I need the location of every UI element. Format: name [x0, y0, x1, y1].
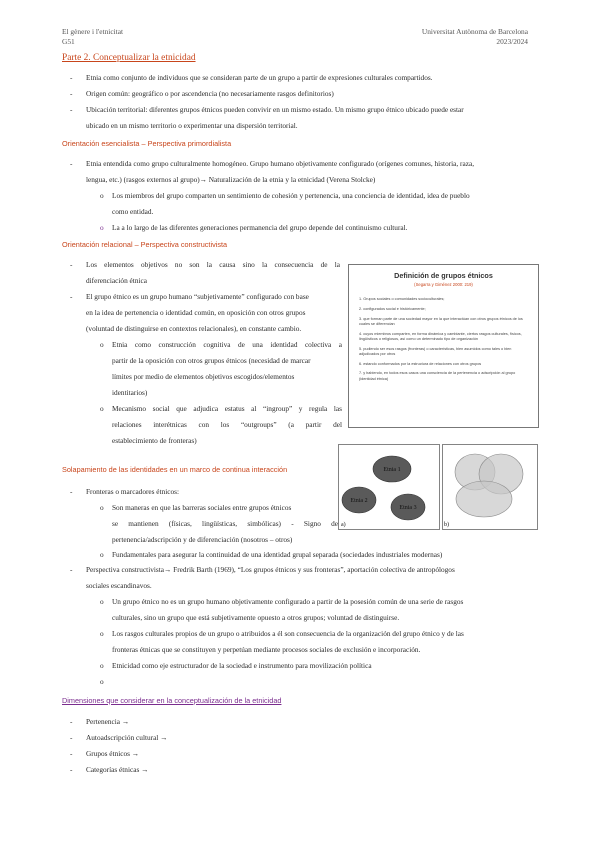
- sub-list-item: o Los rasgos culturales propios de un grupo o atribuidos a él son consecuencia de la organización del grupo étnico y de las: [100, 629, 464, 638]
- figure-definition-item: 2. configurados social e históricamente;: [359, 306, 426, 311]
- page-title: Parte 2. Conceptualizar la etnicidad: [62, 53, 196, 63]
- list-item-continued: ubicado en un mismo territorio o experimentar una dispersión territorial.: [86, 121, 298, 130]
- sub-list-item: o Fundamentales para asegurar la continuidad de una identidad grupal separada (sociedades industriales modernas): [100, 550, 443, 559]
- figure-subtitle: (Segarra y Giménez 2000: 219): [414, 282, 473, 287]
- sub-list-item: o Un grupo étnico no es un grupo humano objetivamente configurado a partir de la posesión común de una serie de rasgos: [100, 597, 464, 606]
- section-heading-dimensiones: Dimensiones que considerar en la conceptualización de la etnicidad: [62, 696, 282, 705]
- course-group: G51: [62, 37, 75, 46]
- venn-circle-3: [456, 481, 512, 517]
- sub-list-item-continued: se mantienen (físicas, lingüísticas, simbólicas) - Signo de: [112, 519, 338, 528]
- sub-list-item: o Etnicidad como eje estructurador de la sociedad e instrumento para movilización política: [100, 661, 372, 670]
- section-heading-relacional: Orientación relacional – Perspectiva constructivista: [62, 240, 228, 249]
- panel-a-label: a): [341, 522, 346, 528]
- figure-definition-item: 7. y habiendo, en todos esos casos una consciencia de la pertenencia o adscripción al grupo (identidad étnica): [359, 371, 516, 381]
- sub-list-item-continued: relaciones interétnicas con los “outgroups” (a partir del: [112, 420, 342, 429]
- sub-list-item-continued: límites por medio de elementos objetivos escogidos/elementos: [112, 372, 295, 381]
- figure-definition-item: 5. pudiendo ser esos rasgos (fronteras) o características, bien asumidos como tales o bien adjudicados por otros: [359, 346, 512, 356]
- course-name: El gènere i l'etnicitat: [62, 27, 124, 36]
- figure-definicion-grupos-etnicos: [348, 264, 539, 428]
- list-item-continued: diferenciación étnica: [86, 276, 147, 285]
- ethnic-group-2-label: Etnia 2: [350, 498, 368, 504]
- list-item: - Los elementos objetivos no son la causa sino la consecuencia de la: [70, 260, 340, 269]
- list-item-continued: sociales escandinavos.: [86, 581, 152, 590]
- ethnic-group-3-label: Etnia 3: [399, 505, 417, 511]
- sub-list-item-continued: como entidad.: [112, 207, 154, 216]
- list-item-continued: lengua, etc.) (rasgos externos al grupo)→ Naturalización de la etnia y la etnicidad (Verena Stolcke): [86, 175, 376, 184]
- list-item-continued: en la idea de pertenencia o identidad común, en oposición con otros grupos: [86, 308, 306, 317]
- list-item: - Ubicación territorial: diferentes grupos étnicos pueden convivir en un mismo estado. Un mismo grupo étnico ubicado puede estar: [70, 105, 464, 114]
- list-item: - Origen común: geográfico o por ascendencia (no necesariamente rasgos definitorios): [70, 89, 334, 98]
- sub-list-item-continued: fronteras étnicas que se constituyen y perpetúan mediante procesos sociales de exclusión e incorporación.: [112, 645, 421, 654]
- sub-list-item: o Son maneras en que las barreras sociales entre grupos étnicos: [100, 503, 292, 512]
- header-right: [422, 27, 528, 47]
- list-item: - Autoadscripción cultural →: [70, 733, 168, 742]
- list-item: - Grupos étnicos →: [70, 749, 140, 758]
- sub-list-item-continued: partir de la oposición con otros grupos étnicos (necesidad de marcar: [112, 356, 311, 365]
- figure-definition-list: [359, 297, 538, 386]
- university-name: Universitat Autònoma de Barcelona: [421, 27, 528, 36]
- list-item: - El grupo étnico es un grupo humano “subjetivamente” configurado con base: [70, 292, 309, 301]
- section-heading-solapamiento: Solapamiento de las identidades en un marco de continua interacción: [62, 465, 288, 474]
- academic-year: 2023/2024: [496, 37, 528, 46]
- figure-definition-item: 1. Grupos sociales o comunidades socioculturales;: [359, 297, 445, 301]
- sub-list-item: o Etnia como construcción cognitiva de una identidad colectiva a: [100, 340, 342, 349]
- header-left: [62, 27, 123, 47]
- figure-etnias-diagram: [338, 444, 538, 530]
- sub-list-item: o La a lo largo de las diferentes generaciones permanencia del grupo depende del continuismo cultural.: [100, 223, 408, 232]
- figure-definition-item: 6. estando conformados por la estructura de relaciones con otros grupos: [359, 361, 482, 366]
- sub-list-item: o Los miembros del grupo comparten un sentimiento de cohesión y pertenencia, una conciencia de identidad, idea de pueblo: [100, 191, 470, 200]
- sub-list-item-continued: establecimiento de fronteras): [112, 436, 197, 445]
- sub-list-item-continued: culturales, sino un grupo que está subjetivamente opuesto a otros grupos; voluntad de distinguirse.: [112, 613, 400, 622]
- list-item: - Categorías étnicas →: [70, 765, 149, 774]
- sub-list-item: o Mecanismo social que adjudica estatus al “ingroup” y regula las: [100, 404, 342, 413]
- list-item-continued: (voluntad de distinguirse en contextos relacionales), en constante cambio.: [86, 324, 302, 333]
- sub-list-item-continued: pertenencia/adscripción y de diferenciación (nosotros – otros): [112, 535, 293, 544]
- list-item: - Perspectiva constructivista→ Fredrik Barth (1969), “Los grupos étnicos y sus fronteras”, aportación colectiva de antropólogos: [70, 565, 455, 574]
- figure-title: Definición de grupos étnicos: [394, 271, 493, 280]
- ethnic-group-1-label: Etnia 1: [383, 467, 401, 473]
- figure-definition-item: 4. cuyos miembros comparten, en forma dinámica y cambiante, ciertos rasgos culturales, físicos, lingüísticos o religiosos, así como un determinado tipo de organización: [359, 331, 522, 341]
- list-item: - Etnia entendida como grupo culturalmente homogéneo. Grupo humano objetivamente configurado (orígenes comunes, historia, raza,: [70, 159, 475, 168]
- section-heading-esencialista: Orientación esencialista – Perspectiva primordialista: [62, 139, 232, 148]
- list-item: - Etnia como conjunto de individuos que se consideran parte de un grupo a partir de expresiones culturales compartidos.: [70, 73, 433, 82]
- sub-list-item-continued: identitarios): [112, 388, 148, 397]
- figure-definition-item: 3. que forman parte de una sociedad mayor en la que interactúan con otros grupos étnicos de los cuales se diferencian: [359, 316, 523, 326]
- list-item: - Fronteras o marcadores étnicos:: [70, 487, 180, 496]
- list-item: - Pertenencia →: [70, 717, 130, 726]
- panel-b-label: b): [444, 522, 449, 528]
